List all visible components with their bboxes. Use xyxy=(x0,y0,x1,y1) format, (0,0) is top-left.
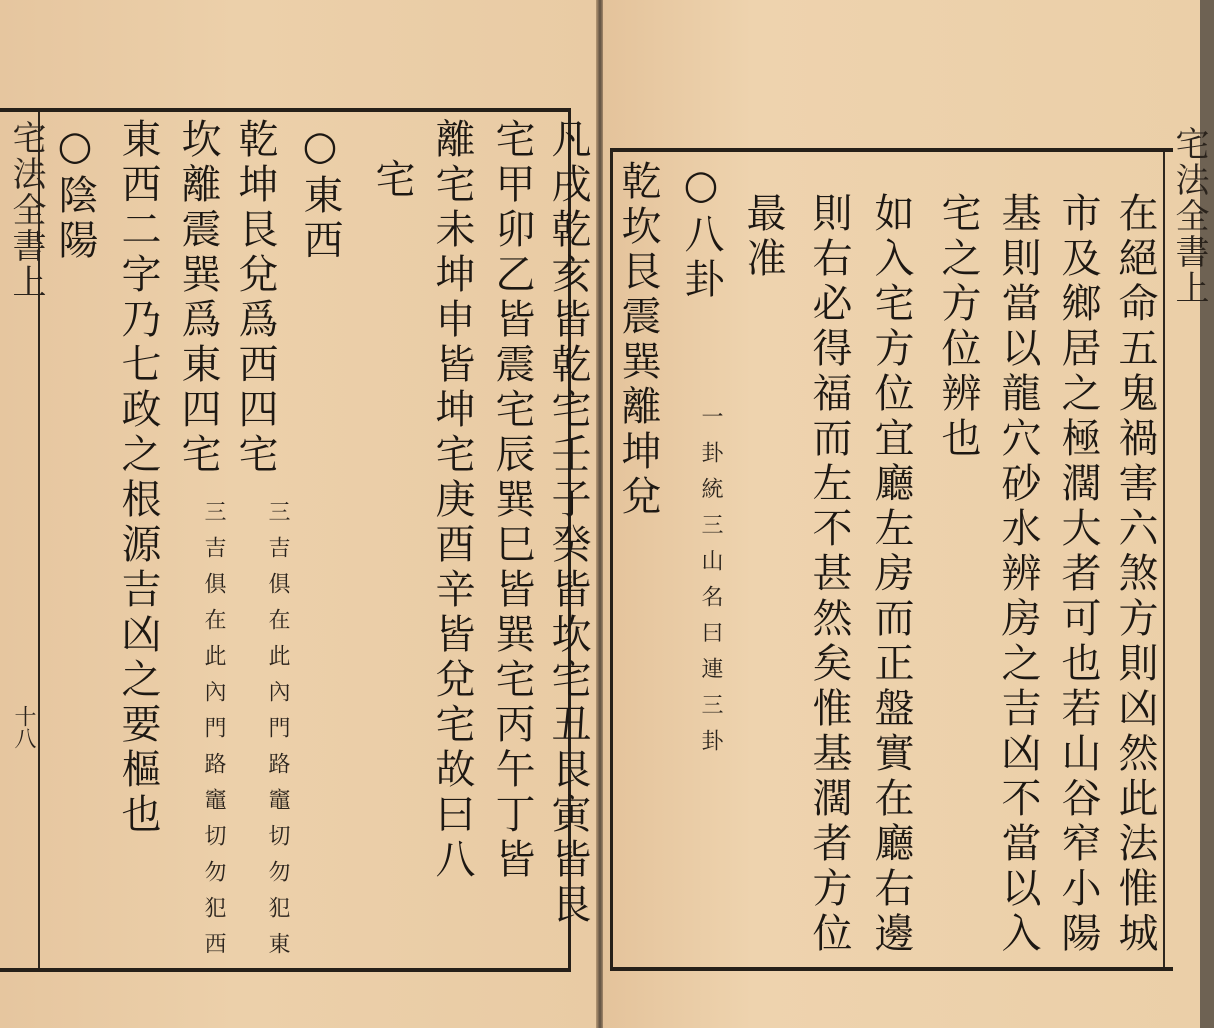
text-column: 乾坎艮震巽離坤兌 xyxy=(615,160,661,520)
annotation-note: 一卦統三山名曰連三卦 xyxy=(698,405,723,765)
text-column: 則右必得福而左不甚然矣惟基濶者方位 xyxy=(806,192,852,957)
left-folio: 十八 xyxy=(11,705,36,749)
annotation-note: 三吉俱在此內門路竈切勿犯西 xyxy=(201,500,226,968)
right-page xyxy=(603,0,1209,1028)
left-page xyxy=(0,0,598,1028)
text-column: ○八卦 xyxy=(678,162,724,303)
text-column: ○東西 xyxy=(297,123,343,264)
text-column: 宅甲卯乙皆震宅辰巽巳皆巽宅丙午丁皆 xyxy=(489,118,535,883)
text-column: ○陰陽 xyxy=(52,123,98,264)
text-column: 在絕命五鬼禍害六煞方則凶然此法惟城 xyxy=(1112,192,1158,957)
text-column: 宅之方位辨也 xyxy=(935,192,981,462)
text-column: 東西二字乃七政之根源吉凶之要樞也 xyxy=(115,118,161,838)
text-column: 宅 xyxy=(369,158,415,203)
annotation-note: 三吉俱在此內門路竈切勿犯東 xyxy=(265,500,290,968)
text-column: 如入宅方位宜廳左房而正盤實在廳右邊 xyxy=(868,192,914,957)
text-column: 乾坤艮兌爲西四宅 xyxy=(232,118,278,478)
right-margin-title: 宅法全書上 xyxy=(1169,126,1209,306)
text-column: 基則當以龍穴砂水辨房之吉凶不當以入 xyxy=(995,192,1041,957)
left-margin-title: 宅法全書上 xyxy=(6,120,46,300)
text-column: 凡戌乾亥皆乾宅壬子癸皆坎宅丑艮寅皆艮 xyxy=(545,118,591,928)
text-column: 市及鄉居之極濶大者可也若山谷窄小陽 xyxy=(1055,192,1101,957)
text-column: 最准 xyxy=(740,192,786,282)
text-column: 坎離震巽爲東四宅 xyxy=(175,118,221,478)
text-column: 離宅未坤申皆坤宅庚酉辛皆兌宅故曰八 xyxy=(429,118,475,883)
